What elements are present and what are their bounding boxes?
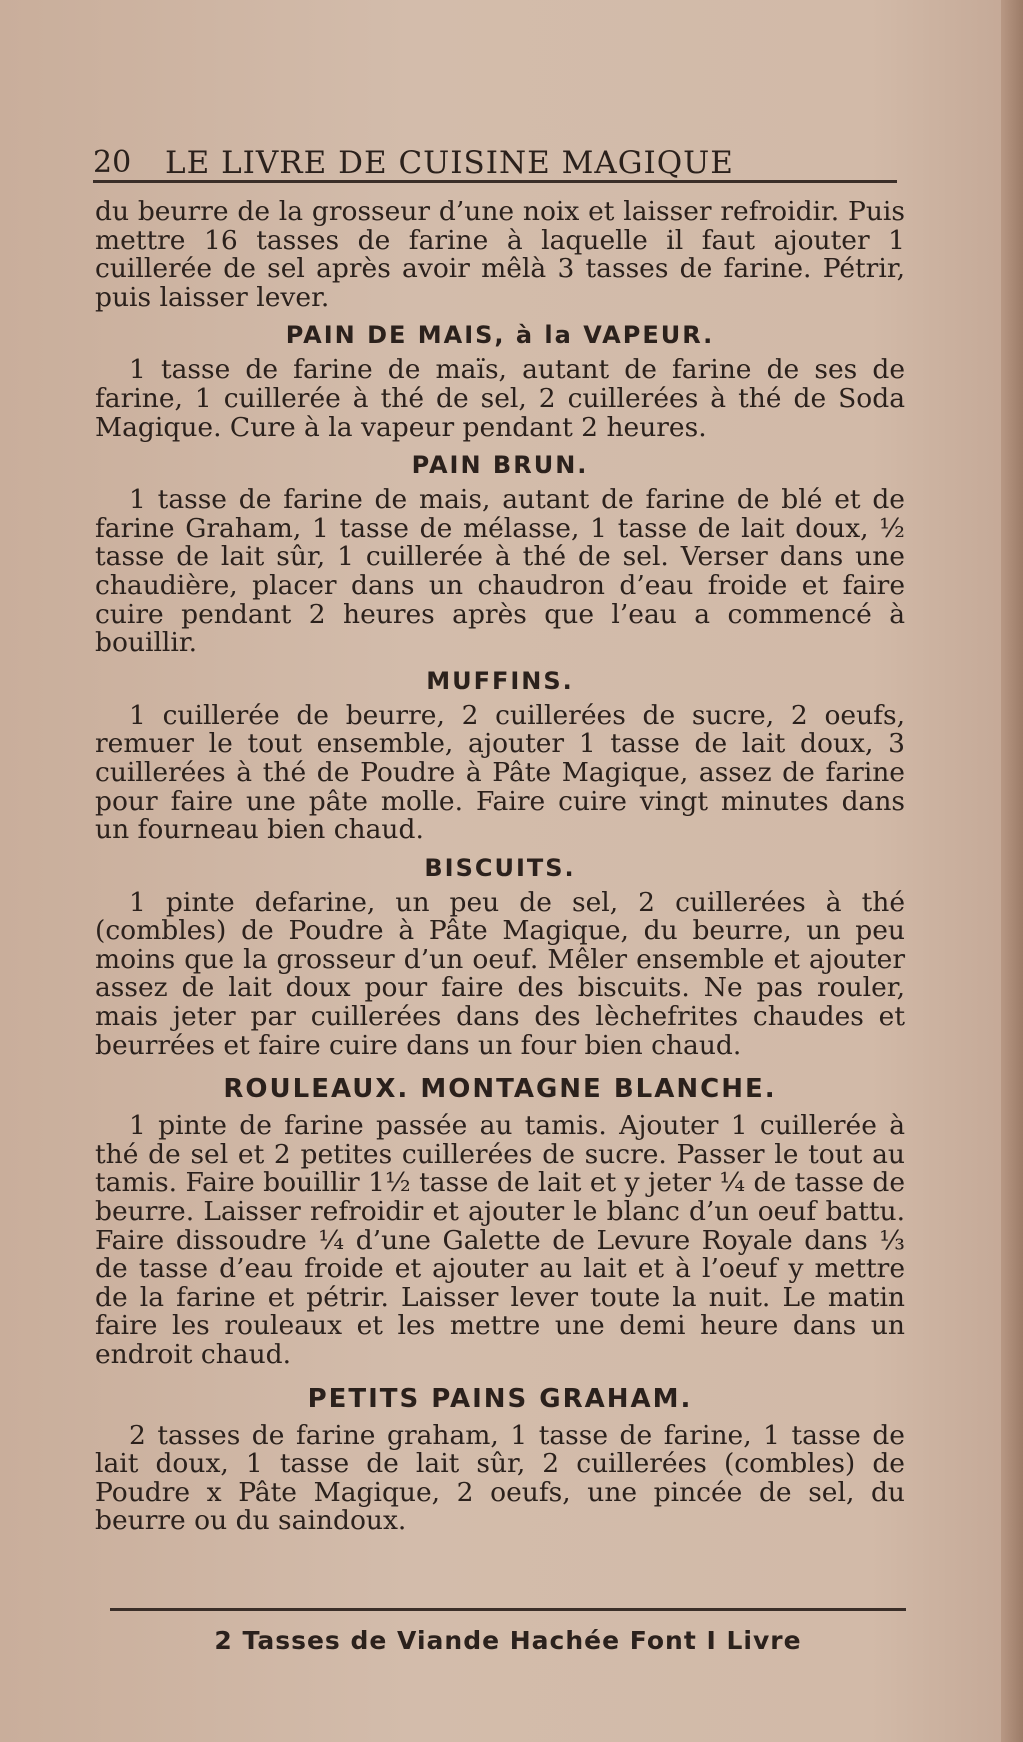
running-title: LE LIVRE DE CUISINE MAGIQUE xyxy=(165,145,734,181)
recipe-title-rouleaux: ROULEAUX. MONTAGNE BLANCHE. xyxy=(223,1074,777,1105)
recipe-text-rouleaux: 1 pinte de farine passée au tamis. Ajouter 1 cuillerée à thé de sel et 2 petites cuillerées de sucre. Passer le tout au tamis. Faire bouillir 1½ tasse de lait et y jeter ¼ de tasse de beurre. Laisser refroidir et ajouter le blanc d’un oeuf battu. Faire dissoudre ¼ d’une Galette de Levure Royale dans ⅓ de tasse d’eau froide et ajouter au lait et à l’oeuf y mettre de la farine et pétrir. Laisser lever toute la nuit. Le matin faire les rouleaux et les mettre une demi heure dans un endroit chaud. xyxy=(95,1110,905,1370)
intro-paragraph: du beurre de la grosseur d’une noix et laisser refroidir. Puis mettre 16 tasses de farine à laquelle il faut ajouter 1 cuillerée de sel après avoir mêlà 3 tasses de farine. Pétrir, puis laisser lever. xyxy=(95,196,905,313)
page-content xyxy=(95,198,905,1536)
page-header xyxy=(93,140,897,183)
page-number: 20 xyxy=(93,145,132,180)
recipe-title-biscuits: BISCUITS. xyxy=(424,853,576,882)
footer-rule xyxy=(110,1608,906,1611)
recipe-text-pain-brun: 1 tasse de farine de mais, autant de farine de blé et de farine Graham, 1 tasse de mélasse, 1 tasse de lait doux, ½ tasse de lait sûr, 1 cuillerée à thé de sel. Verser dans une chaudière, placer dans un chaudron d’eau froide et faire cuire pendant 2 heures après que l’eau a commencé à bouillir. xyxy=(95,484,905,659)
recipe-title-petits-pains-graham: PETITS PAINS GRAHAM. xyxy=(307,1383,693,1414)
recipe-text-pain-de-mais: 1 tasse de farine de maïs, autant de farine de ses de farine, 1 cuillerée à thé de sel, 2 cuillerées à thé de Soda Magique. Cure à la vapeur pendant 2 heures. xyxy=(95,354,905,443)
recipe-text-petits-pains-graham: 2 tasses de farine graham, 1 tasse de farine, 1 tasse de lait doux, 1 tasse de lait sûr, 2 cuillerées (combles) de Poudre x Pâte Magique, 2 oeufs, une pincée de sel, du beurre ou du saindoux. xyxy=(95,1419,905,1537)
recipe-text-muffins: 1 cuillerée de beurre, 2 cuillerées de sucre, 2 oeufs, remuer le tout ensemble, ajouter 1 tasse de lait doux, 3 cuillerées à thé de Poudre à Pâte Magique, assez de farine pour faire une pâte molle. Faire cuire vingt minutes dans un fourneau bien chaud. xyxy=(95,699,905,846)
page-footer: 2 Tasses de Viande Hachée Font I Livre xyxy=(214,1626,802,1655)
recipe-title-muffins: MUFFINS. xyxy=(426,666,574,695)
page-spine-edge xyxy=(1001,0,1023,1742)
recipe-text-biscuits: 1 pinte defarine, un peu de sel, 2 cuillerées à thé (combles) de Poudre à Pâte Magique, du beurre, un peu moins que la grosseur d’un oeuf. Mêler ensemble et ajouter assez de lait doux pour faire des biscuits. Ne pas rouler, mais jeter par cuillerées dans des lèchefrites chaudes et beurrées et faire cuire dans un four bien chaud. xyxy=(95,886,905,1061)
recipe-title-pain-brun: PAIN BRUN. xyxy=(411,451,589,480)
recipe-title-pain-de-mais: PAIN DE MAIS, à la VAPEUR. xyxy=(285,321,715,350)
